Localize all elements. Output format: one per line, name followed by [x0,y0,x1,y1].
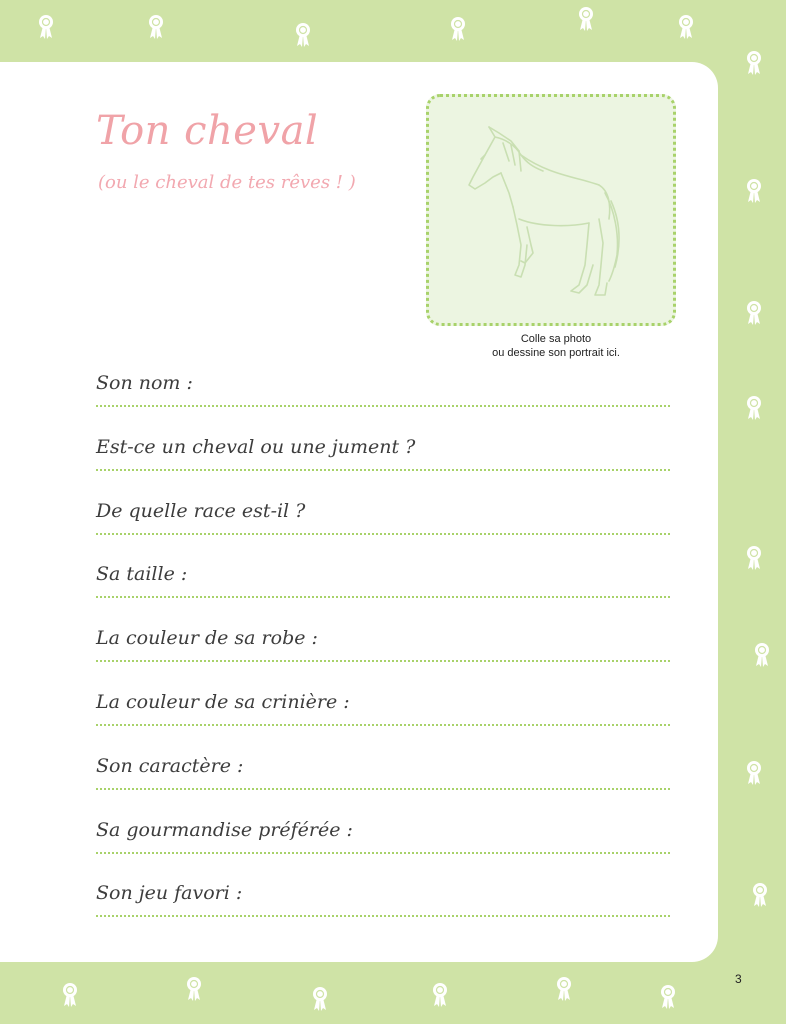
field-mane-color[interactable] [96,691,670,755]
photo-caption-line1: Colle sa photo [520,333,592,345]
field-coat-color[interactable] [96,627,670,691]
rosette-icon [752,882,768,908]
writing-line[interactable] [96,788,670,790]
field-label: La couleur de sa crinière : [96,691,350,713]
field-label: Son jeu favori : [96,882,243,904]
rosette-icon [38,14,54,40]
field-label: Son nom : [96,372,193,394]
writing-line[interactable] [96,660,670,662]
rosette-icon [746,50,762,76]
rosette-icon [312,986,328,1012]
rosette-icon [556,976,572,1002]
writing-line[interactable] [96,469,670,471]
field-sex[interactable] [96,436,670,500]
rosette-icon [578,6,594,32]
rosette-icon [432,982,448,1008]
rosette-icon [746,545,762,571]
writing-line[interactable] [96,852,670,854]
rosette-icon [746,395,762,421]
field-label: De quelle race est-il ? [96,500,306,522]
rosette-icon [746,760,762,786]
field-label: Son caractère : [96,755,244,777]
rosette-icon [660,984,676,1010]
field-label: La couleur de sa robe : [96,627,318,649]
writing-line[interactable] [96,724,670,726]
horse-outline-icon [459,115,629,305]
photo-caption-line2: ou dessine son portrait ici. [492,347,620,359]
field-label: Est-ce un cheval ou une jument ? [96,436,416,458]
writing-line[interactable] [96,596,670,598]
field-favorite-game[interactable] [96,882,670,946]
rosette-icon [754,642,770,668]
page-subtitle: (ou le cheval de tes rêves ! ) [98,172,356,193]
photo-caption [466,332,646,360]
field-height[interactable] [96,563,670,627]
writing-line[interactable] [96,533,670,535]
field-name[interactable] [96,372,670,436]
field-favorite-treat[interactable] [96,819,670,883]
page-number: 3 [735,972,742,986]
rosette-icon [62,982,78,1008]
field-label: Sa gourmandise préférée : [96,819,353,841]
field-label: Sa taille : [96,563,188,585]
rosette-icon [295,22,311,48]
page-title: Ton cheval [96,108,319,154]
rosette-icon [746,300,762,326]
writing-line[interactable] [96,405,670,407]
rosette-icon [678,14,694,40]
field-character[interactable] [96,755,670,819]
rosette-icon [450,16,466,42]
rosette-icon [746,178,762,204]
rosette-icon [148,14,164,40]
writing-line[interactable] [96,915,670,917]
photo-drop-area[interactable] [426,94,676,326]
field-breed[interactable] [96,500,670,564]
rosette-icon [186,976,202,1002]
